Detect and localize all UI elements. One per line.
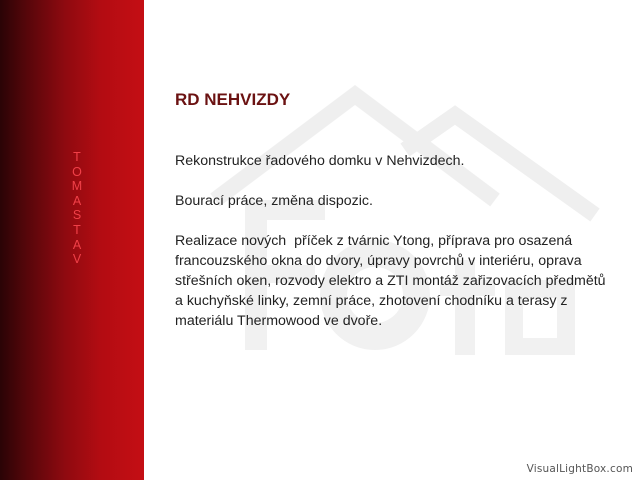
description-paragraph-1: Rekonstrukce řadového domku v Nehvizdech. xyxy=(175,153,465,169)
description-body xyxy=(175,151,615,351)
page-title: RD NEHVIZDY xyxy=(175,90,291,109)
footer-credit-link[interactable]: VisualLightBox.com xyxy=(526,463,633,475)
sidebar-vertical-brand-text: T O M A S T A V xyxy=(71,150,83,267)
description-paragraph-2: Bourací práce, změna dispozic. xyxy=(175,193,373,209)
sidebar-gradient-panel xyxy=(0,0,144,480)
description-paragraph-3: Realizace nových příček z tvárnic Ytong, příprava pro osazená francouzského okna do dvory, úpravy povrchů v interiéru, oprava střešních oken, rozvody elektro a ZTI montáž zařizovacích předmětů a kuchyňské linky, zemní práce, zhotovení chodníku a terasy z materiálu Thermowood ve dvoře. xyxy=(175,233,610,329)
